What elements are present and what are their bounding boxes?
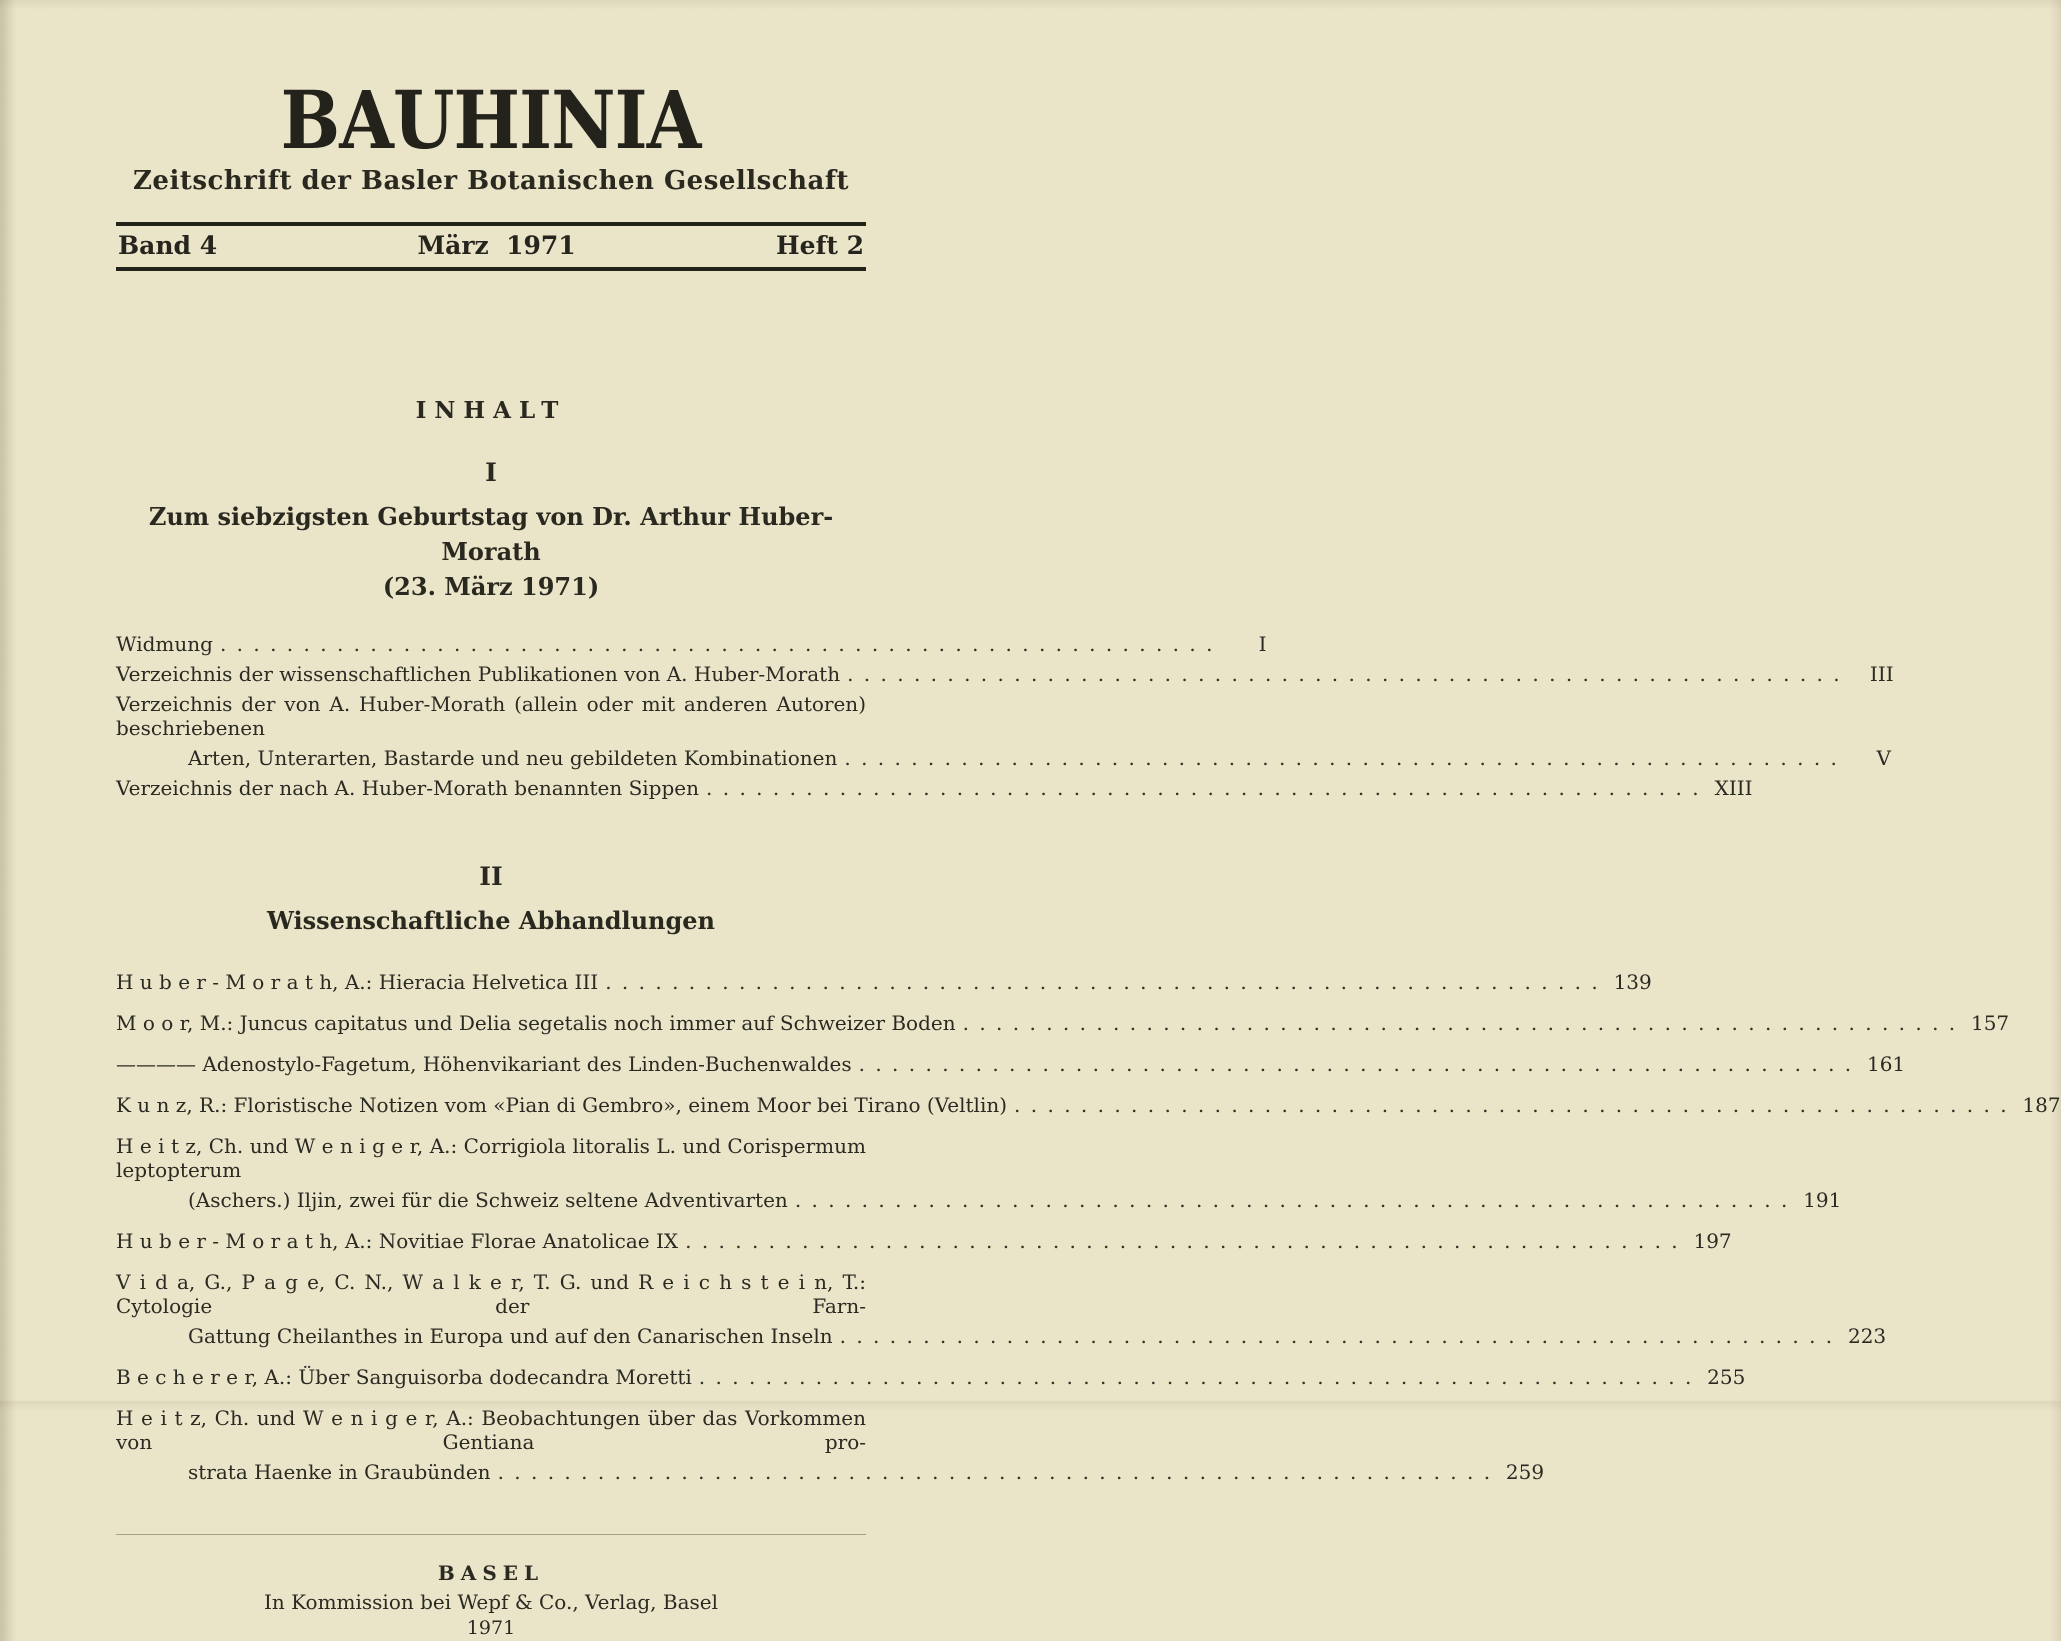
contents-heading: INHALT [415,397,567,424]
section-1-title-line2: (23. März 1971) [382,572,600,601]
entry-text: M o o r, M.: Juncus capitatus und Delia segetalis noch immer auf Schweizer Boden [116,1011,956,1035]
dot-leader [840,662,1840,686]
imprint [116,1561,866,1641]
dot-leader [491,1460,1491,1484]
toc-entry [116,662,1894,686]
entry-text-continued: Gattung Cheilanthes in Europa und auf den Canarischen Inseln [188,1324,833,1348]
page-number: 259 [1505,1460,1545,1484]
page-number: 187 [2022,1093,2061,1117]
toc-entry [116,1406,1545,1484]
entry-text-continued: strata Haenke in Graubünden [188,1460,491,1484]
dot-leader [692,1365,1692,1389]
page-number: V [1876,746,1891,770]
imprint-publisher: In Kommission bei Wepf & Co., Verlag, Basel [263,1590,718,1614]
dot-leader [833,1324,1833,1348]
entry-text: H u b e r - M o r a t h, A.: Novitiae Florae Anatolicae IX [116,1229,679,1253]
dot-leader [213,632,1213,656]
toc-entry [116,1011,2010,1035]
imprint-year: 1971 [466,1617,516,1639]
page-number: 161 [1866,1052,1906,1076]
entry-text: K u n z, R.: Floristische Notizen vom «Pian di Gembro», einem Moor bei Tirano (Veltlin) [116,1093,1008,1117]
page-number: 197 [1693,1229,1732,1253]
entry-text: H u b e r - M o r a t h, A.: Hieracia Helvetica III [116,970,599,994]
entry-text: V i d a, G., P a g e, C. N., W a l k e r, T. G. und R e i c h s t e i n, T.: Cytologie der Farn- [116,1270,866,1318]
page-number: III [1869,662,1894,686]
toc-entry [116,632,1267,656]
band-heft: Heft 2 [776,231,864,260]
page-number: 157 [1970,1011,2010,1035]
entry-text: Verzeichnis der von A. Huber-Morath (allein oder mit anderen Autoren) beschriebenen [116,692,866,740]
entry-text: H e i t z, Ch. und W e n i g e r, A.: Corrigiola litoralis L. und Corispermum leptopterum [116,1134,866,1182]
entry-text-continued: Arten, Unterarten, Bastarde und neu gebildeten Kombinationen [188,746,838,770]
page-number: 191 [1803,1188,1842,1212]
toc-entry [116,1365,1746,1389]
toc-entry [116,1093,2061,1117]
dot-leader [956,1011,1956,1035]
page-number: 139 [1613,970,1652,994]
toc-entry [116,1270,1887,1348]
entry-text-continued: (Aschers.) Iljin, zwei für die Schweiz seltene Adventivarten [188,1188,788,1212]
dot-leader [837,746,1837,770]
section-numeral-2: II [479,862,503,891]
section-numeral-1: I [485,458,497,487]
toc-entry [116,1229,1732,1253]
entry-text: H e i t z, Ch. und W e n i g e r, A.: Beobachtungen über das Vorkommen von Gentiana pro- [116,1406,866,1454]
section-2-title: Wissenschaftliche Abhandlungen [267,906,715,935]
toc-entry [116,970,1652,994]
band-date: März 1971 [417,231,576,260]
issue-band [116,222,866,271]
imprint-place: BASEL [437,1561,545,1585]
dot-leader [598,970,1598,994]
dot-leader [852,1052,1852,1076]
dot-leader [678,1229,1678,1253]
dot-leader [788,1188,1788,1212]
page-number: 255 [1707,1365,1746,1389]
entry-text: B e c h e r e r, A.: Über Sanguisorba dodecandra Moretti [116,1365,692,1389]
dot-leader [1007,1093,2007,1117]
toc-entry [116,1134,1842,1212]
journal-subtitle: Zeitschrift der Basler Botanischen Gesellschaft [132,166,850,196]
toc-section-2 [116,970,2061,1484]
entry-text: Verzeichnis der wissenschaftlichen Publikationen von A. Huber-Morath [116,662,841,686]
entry-text: Verzeichnis der nach A. Huber-Morath benannten Sippen [116,776,700,800]
page-number: 223 [1847,1324,1887,1348]
toc-entry [116,776,1753,800]
band-volume: Band 4 [118,231,218,260]
journal-title: BAUHINIA [281,73,701,167]
dot-leader [699,776,1699,800]
footer-rule [116,1534,866,1535]
page-number: I [1258,632,1267,656]
entry-text: Widmung [116,632,213,656]
toc-entry [116,692,1891,770]
entry-text: ———— Adenostylo-Fagetum, Höhenvikariant des Linden-Buchenwaldes [116,1052,852,1076]
page-number: XIII [1714,776,1753,800]
toc-section-1 [116,632,1894,800]
toc-entry [116,1052,1906,1076]
section-1-title-line1: Zum siebzigsten Geburtstag von Dr. Arthur Huber-Morath [148,502,834,566]
masthead [116,0,866,196]
